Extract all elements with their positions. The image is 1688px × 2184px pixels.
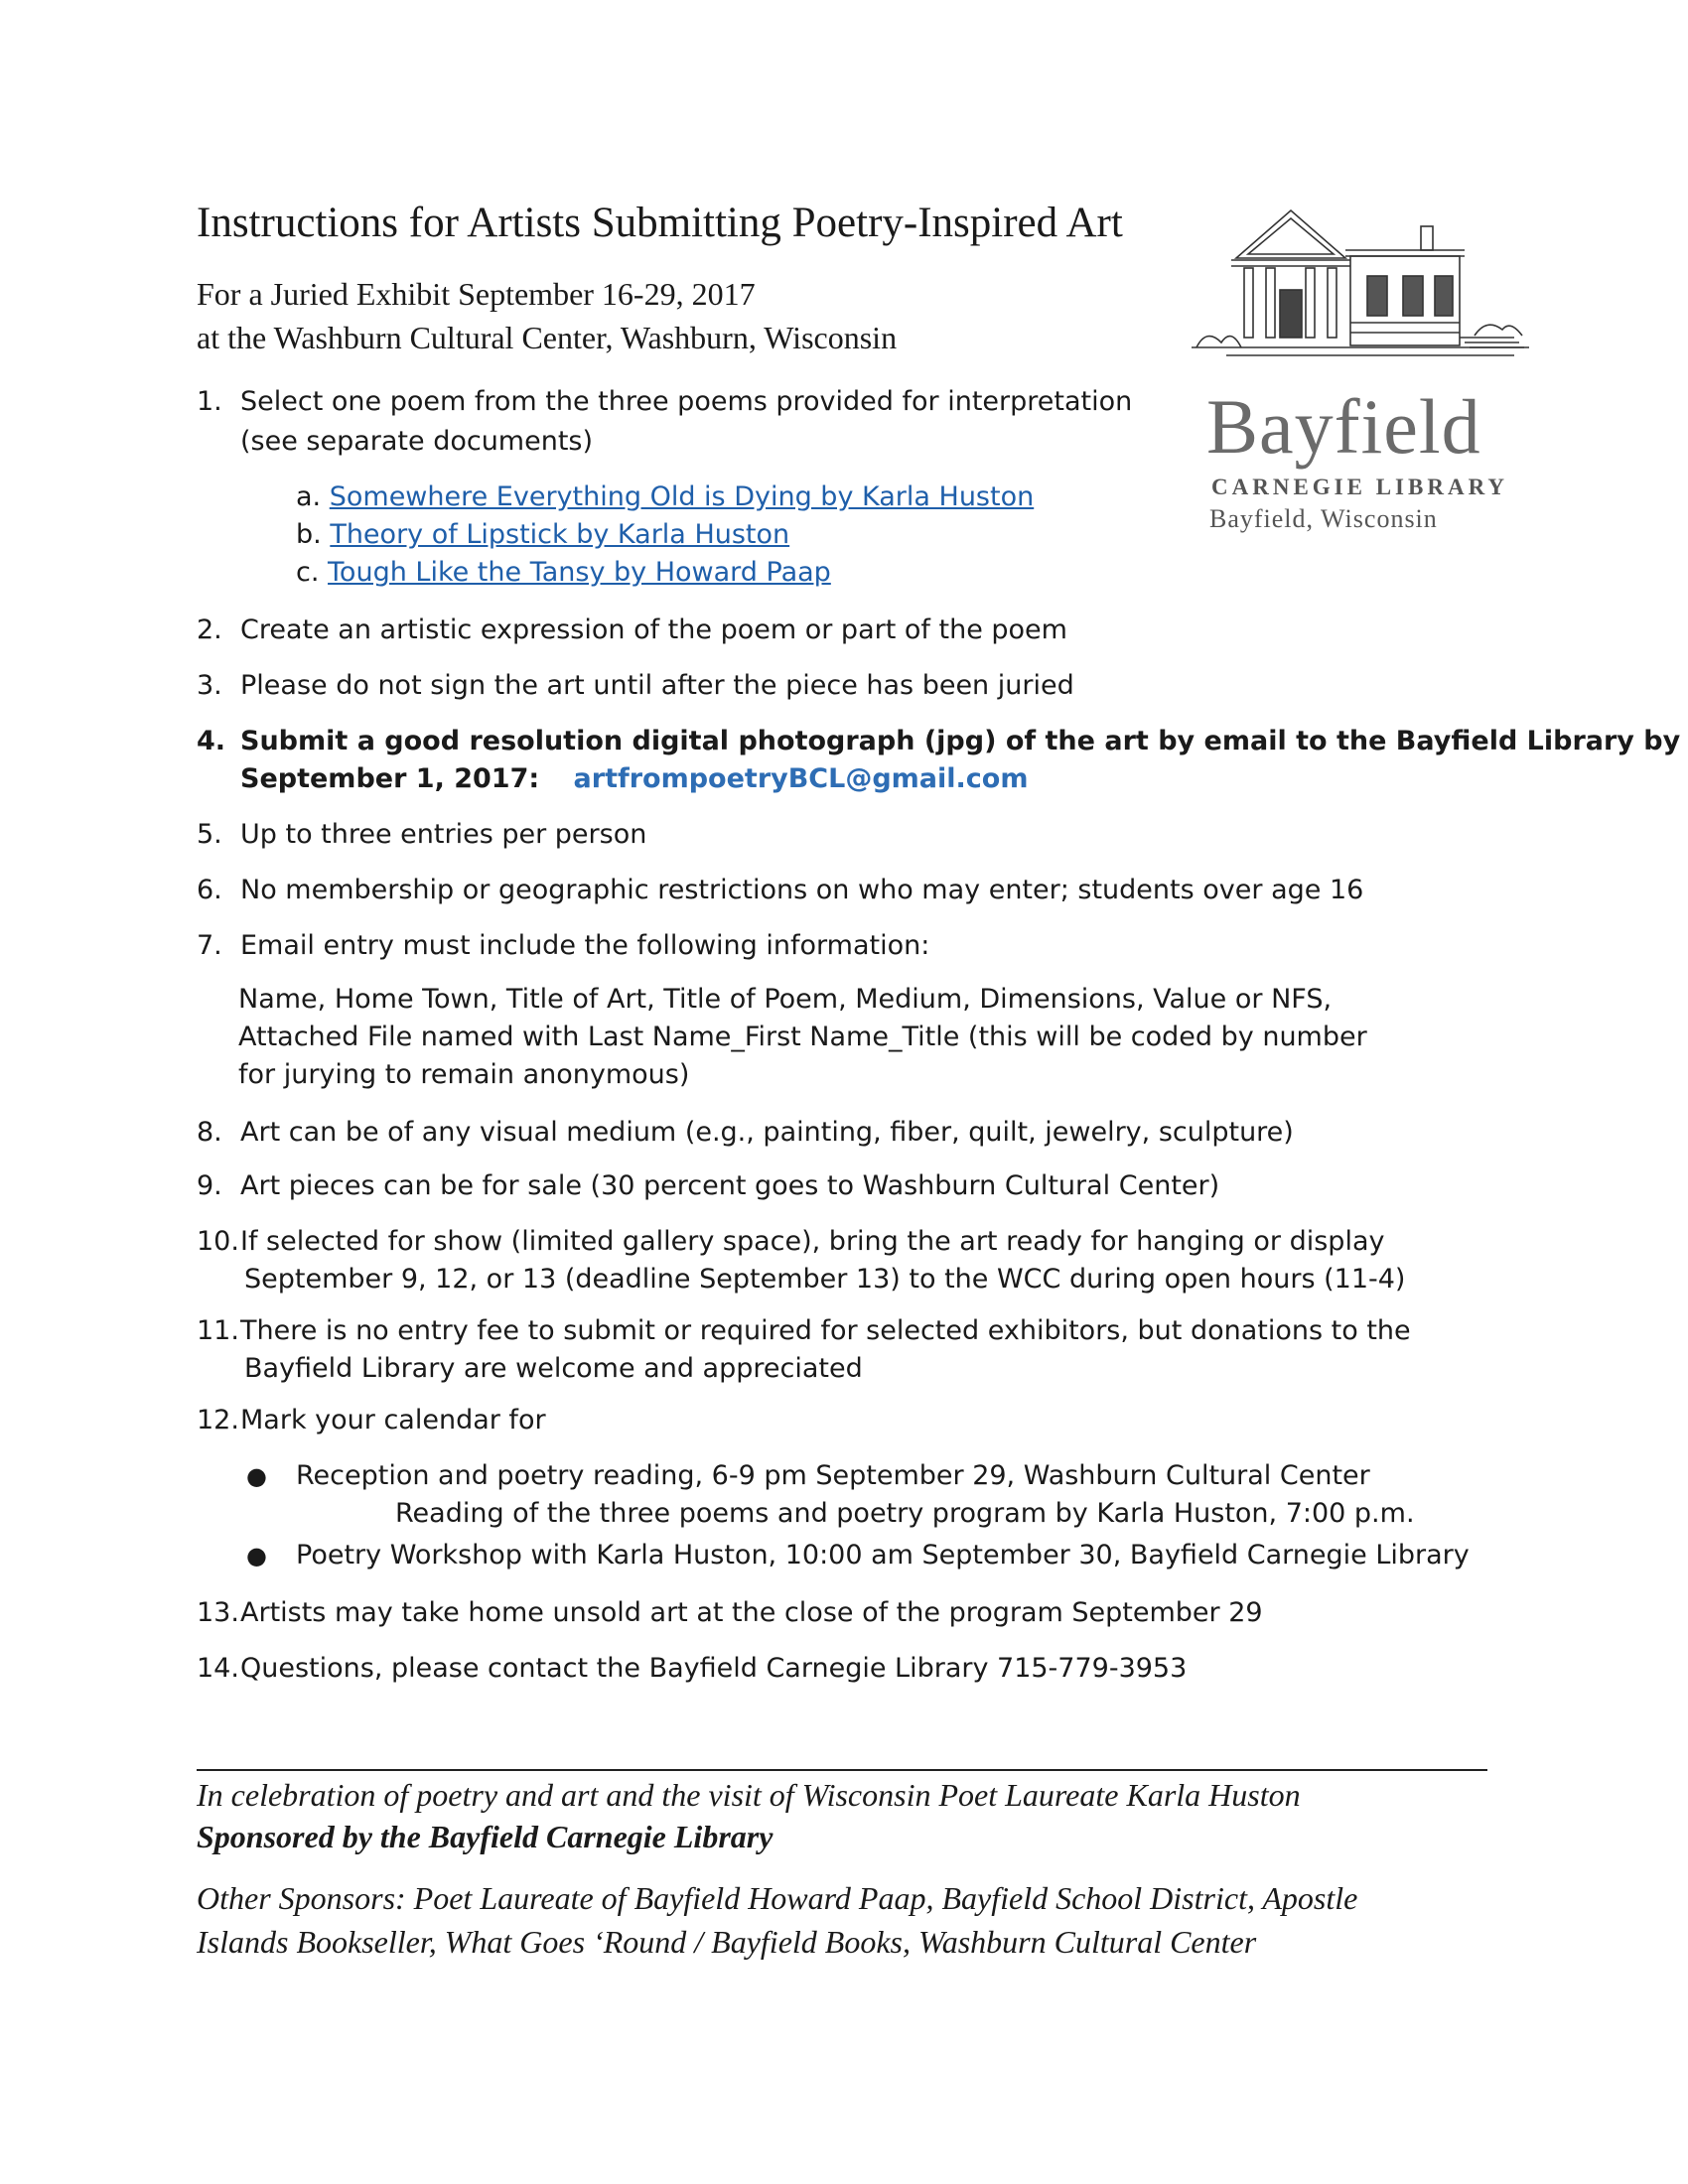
event-workshop (246, 1537, 267, 1574)
list-item-3 (197, 667, 1074, 705)
footer-divider (197, 1769, 1487, 1771)
library-building-icon (1187, 199, 1534, 387)
poem-letter: b. (296, 519, 322, 550)
poem-link-c[interactable] (296, 554, 831, 592)
list-item-8 (197, 1114, 1294, 1152)
logo-subtitle: CARNEGIE LIBRARY (1211, 475, 1508, 499)
subtitle-date: For a Juried Exhibit September 16-29, 2017 (197, 276, 756, 312)
item-10-continuation: September 9, 12, or 13 (deadline September 13) to the WCC during open hours (11-4) (244, 1264, 1406, 1295)
event-reception-text: Reception and poetry reading, 6-9 pm September 29, Washburn Cultural Center (296, 1460, 1370, 1491)
item-text: Please do not sign the art until after the piece has been juried (240, 670, 1074, 701)
item-number: 6. (197, 875, 222, 905)
item-text: No membership or geographic restrictions on who may enter; students over age 16 (240, 875, 1364, 905)
item-number: 10. (197, 1226, 239, 1257)
footer-sponsor: Sponsored by the Bayfield Carnegie Library (197, 1819, 774, 1854)
item-text: Questions, please contact the Bayfield Carnegie Library 715-779-3953 (240, 1653, 1188, 1684)
item-text: Email entry must include the following information: (240, 930, 930, 961)
item-text: Mark your calendar for (240, 1405, 546, 1435)
item-number: 1. (197, 386, 222, 417)
item-text: Select one poem from the three poems provided for interpretation (240, 386, 1133, 417)
bullet-icon: ● (246, 1462, 267, 1490)
logo-name: Bayfield (1206, 383, 1481, 470)
item-number: 3. (197, 670, 222, 701)
entry-info-line-2: Attached File named with Last Name_First Name_Title (this will be coded by number (238, 1022, 1367, 1052)
item-text: Up to three entries per person (240, 819, 647, 850)
list-item-2 (197, 612, 1067, 649)
item-number: 4. (197, 726, 226, 756)
list-item-11 (197, 1312, 1411, 1350)
item-text: Create an artistic expression of the poem or part of the poem (240, 614, 1067, 645)
list-item-14 (197, 1650, 1187, 1688)
footer-other-sponsors-2: Islands Bookseller, What Goes ‘Round / Bayfield Books, Washburn Cultural Center (197, 1924, 1257, 1960)
item-number: 5. (197, 819, 222, 850)
poem-letter: c. (296, 557, 320, 588)
submission-email-link[interactable]: artfrompoetryBCL@gmail.com (573, 763, 1029, 794)
page-title: Instructions for Artists Submitting Poetry-Inspired Art (197, 200, 1123, 246)
item-number: 8. (197, 1117, 222, 1148)
list-item-6 (197, 872, 1363, 909)
footer-celebration: In celebration of poetry and art and the visit of Wisconsin Poet Laureate Karla Huston (197, 1777, 1301, 1813)
poem-title-link[interactable]: Tough Like the Tansy by Howard Paap (328, 557, 831, 588)
subtitle-location: at the Washburn Cultural Center, Washburn, Wisconsin (197, 320, 898, 355)
list-item-10 (197, 1223, 1384, 1261)
list-item-1 (197, 383, 1132, 421)
list-item-13 (197, 1594, 1263, 1632)
item-text: If selected for show (limited gallery space), bring the art ready for hanging or display (240, 1226, 1385, 1257)
list-item-4 (197, 723, 1680, 760)
poem-title-link[interactable]: Somewhere Everything Old is Dying by Karla Huston (329, 481, 1035, 512)
event-workshop-text: Poetry Workshop with Karla Huston, 10:00 am September 30, Bayfield Carnegie Library (296, 1540, 1470, 1570)
item-text: There is no entry fee to submit or required for selected exhibitors, but donations to the (240, 1315, 1411, 1346)
item-number: 12. (197, 1405, 239, 1435)
deadline-date: September 1, 2017: (240, 763, 540, 794)
item-number: 13. (197, 1597, 239, 1628)
item-text: Submit a good resolution digital photograph (jpg) of the art by email to the Bayfield Library by (240, 726, 1681, 756)
event-reception-subtext: Reading of the three poems and poetry program by Karla Huston, 7:00 p.m. (395, 1498, 1415, 1529)
event-reception (246, 1457, 267, 1495)
footer-other-sponsors-1: Other Sponsors: Poet Laureate of Bayfield Howard Paap, Bayfield School District, Apostle (197, 1880, 1358, 1916)
poem-letter: a. (296, 481, 322, 512)
list-item-12 (197, 1402, 546, 1439)
item-number: 11. (197, 1315, 239, 1346)
entry-info-line-1: Name, Home Town, Title of Art, Title of Poem, Medium, Dimensions, Value or NFS, (238, 984, 1333, 1015)
item-number: 14. (197, 1653, 239, 1684)
item-1-continuation: (see separate documents) (240, 426, 594, 457)
item-text: Art pieces can be for sale (30 percent goes to Washburn Cultural Center) (240, 1170, 1220, 1201)
item-number: 9. (197, 1170, 222, 1201)
logo-location: Bayfield, Wisconsin (1209, 504, 1438, 533)
item-11-continuation: Bayfield Library are welcome and appreciated (244, 1353, 863, 1384)
list-item-7 (197, 927, 929, 965)
item-number: 7. (197, 930, 222, 961)
item-4-continuation (240, 760, 1028, 798)
poem-title-link[interactable]: Theory of Lipstick by Karla Huston (330, 519, 790, 550)
poem-link-a[interactable] (296, 478, 1034, 516)
item-text: Art can be of any visual medium (e.g., painting, fiber, quilt, jewelry, sculpture) (240, 1117, 1294, 1148)
bullet-icon: ● (246, 1542, 267, 1570)
item-number: 2. (197, 614, 222, 645)
entry-info-line-3: for jurying to remain anonymous) (238, 1059, 690, 1090)
list-item-5 (197, 816, 646, 854)
item-text: Artists may take home unsold art at the close of the program September 29 (240, 1597, 1263, 1628)
poem-link-b[interactable] (296, 516, 789, 554)
list-item-9 (197, 1167, 1219, 1205)
